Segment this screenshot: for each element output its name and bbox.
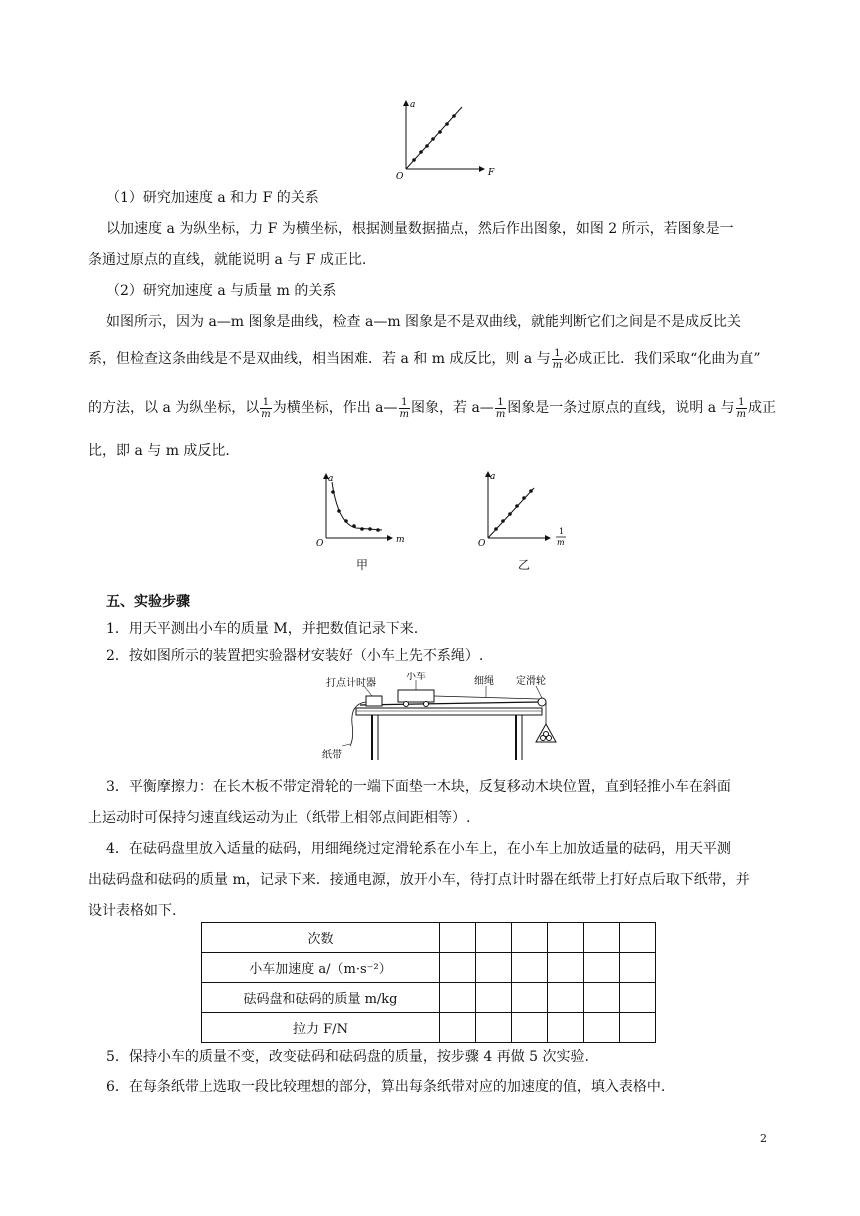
line-3-a: 的方法，以 a 为纵坐标，以 [88,400,260,416]
label-string: 细绳 [474,676,494,687]
table-row [202,1013,656,1043]
row-label: 拉力 F/N [202,1013,440,1043]
section-2-line-1: 如图所示，因为 a—m 图象是曲线，检查 a—m 图象是不是双曲线，就能判断它们之间是不是成反比关 [106,314,742,330]
table-row [202,983,656,1013]
fraction-one-over-m: $\frac{1}{m}$ [495,396,506,420]
section-2-line-2 [88,340,778,378]
x-axis-label: m [396,535,405,545]
step-4-c: 设计表格如下. [88,903,177,919]
label-cart: 小车 [406,672,426,682]
section-1-text-b: 条通过原点的直线，就能说明 a 与 F 成正比. [88,252,367,268]
y-axis-label: a [328,474,334,484]
table-row [202,923,656,953]
caption-jia: 甲 [356,558,369,572]
section-2-line-3 [88,389,778,427]
section-2-title: （2）研究加速度 a 与质量 m 的关系 [106,283,337,299]
graph-a-vs-m [312,468,412,550]
x-axis-den: m [557,538,565,547]
apparatus-diagram [320,672,580,766]
line-3-d: 图象是一条过原点的直线，说明 a 与 [507,400,735,416]
row-label: 砝码盘和砝码的质量 m/kg [202,983,440,1013]
step-4-b: 出砝码盘和砝码的质量 m，记录下来．接通电源，放开小车，待打点计时器在纸带上打好点后取下纸带，并 [88,872,750,888]
fraction-one-over-m: $\frac{1}{m}$ [261,396,271,420]
line-2-post: 必成正比．我们采取“化曲为直” [564,351,761,367]
y-axis-label: a [410,100,416,110]
x-axis-label: F [488,168,495,178]
page-number: 2 [760,1132,767,1145]
origin-label: O [396,172,404,182]
origin-label: O [316,539,324,549]
section-2-line-4: 比，即 a 与 m 成反比. [88,443,230,459]
data-table [201,922,656,1043]
fraction-one-over-m: $\frac{1}{m}$ [736,396,747,420]
label-timer: 打点计时器 [326,678,376,689]
step-6: 6．在每条纸带上选取一段比较理想的部分，算出每条纸带对应的加速度的值，填入表格中. [106,1079,666,1095]
table-row [202,953,656,983]
y-axis-label: a [490,472,496,482]
step-4-a: 4．在砝码盘里放入适量的砝码，用细绳绕过定滑轮系在小车上，在小车上加放适量的砝码，用天平测 [106,841,731,857]
step-2: 2．按如图所示的装置把实验器材安装好（小车上先不系绳）. [106,648,484,664]
step-3-a: 3．平衡摩擦力：在长木板不带定滑轮的一端下面垫一木块，反复移动木块位置，直到轻推小车在斜面 [106,779,731,795]
step-3-b: 上运动时可保持匀速直线运动为止（纸带上相邻点间距相等）. [88,810,471,826]
line-3-b: 为横坐标，作出 a— [272,400,398,416]
line-2-pre: 系，但检查这条曲线是不是双曲线，相当困难．若 a 和 m 成反比，则 a 与 [88,351,551,367]
line-3-c: 图象，若 a— [411,400,494,416]
section-1-text-a: 以加速度 a 为纵坐标，力 F 为横坐标，根据测量数据描点，然后作出图象，如图 2 所示，若图象是一 [106,221,734,237]
origin-label: O [478,539,486,549]
step-5: 5．保持小车的质量不变，改变砝码和砝码盘的质量，按步骤 4 再做 5 次实验. [106,1049,589,1065]
label-tape: 纸带 [322,750,342,761]
caption-yi: 乙 [518,558,531,572]
fraction-one-over-m: $\frac{1}{m}$ [552,347,563,371]
fraction-one-over-m: $\frac{1}{m}$ [399,396,410,420]
graph-a-vs-inverse-m [474,466,578,550]
section-1-title: （1）研究加速度 a 和力 F 的关系 [106,190,319,206]
row-label: 次数 [202,923,440,953]
x-axis-num: 1 [559,527,565,536]
steps-heading: 五、实验步骤 [106,594,190,610]
label-pulley: 定滑轮 [516,676,546,687]
line-3-e: 成正 [748,400,777,416]
row-label: 小车加速度 a/（m·s⁻²） [202,953,440,983]
graph-a-vs-f [392,95,502,185]
step-1: 1．用天平测出小车的质量 M，并把数值记录下来. [106,621,419,637]
